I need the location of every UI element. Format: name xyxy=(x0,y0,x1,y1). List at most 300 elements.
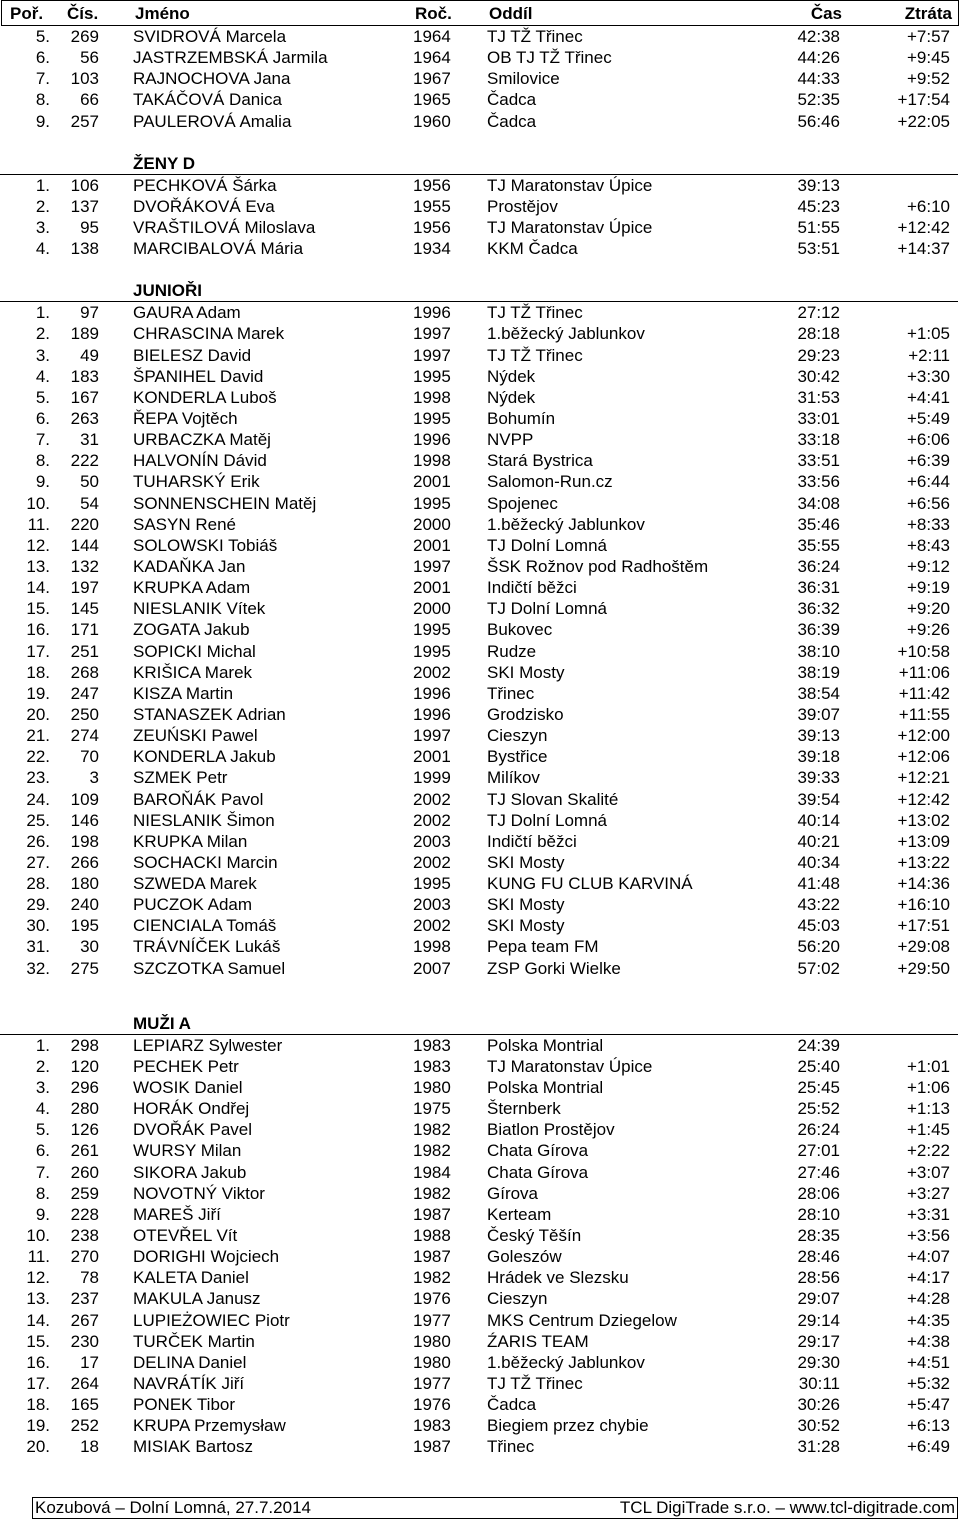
cell-place: 19. xyxy=(26,1416,50,1436)
cell-time: 29:23 xyxy=(797,345,840,365)
cell-place: 5. xyxy=(35,387,50,407)
cell-time: 25:40 xyxy=(797,1056,840,1076)
header-loss: Ztráta xyxy=(904,4,952,23)
cell-loss: +4:17 xyxy=(906,1268,950,1288)
cell-time: 29:07 xyxy=(797,1289,840,1309)
table-row xyxy=(0,831,960,852)
cell-bib: 259 xyxy=(70,1183,99,1203)
table-row xyxy=(0,936,960,957)
cell-loss: +16:10 xyxy=(897,895,950,915)
cell-year: 1982 xyxy=(413,1183,451,1203)
cell-club: 1.běžecký Jablunkov xyxy=(487,324,645,344)
cell-club: Český Těšín xyxy=(487,1226,582,1246)
cell-name: DELINA Daniel xyxy=(133,1352,247,1372)
cell-time: 44:26 xyxy=(797,48,840,68)
cell-club: Třinec xyxy=(487,1437,535,1457)
cell-loss: +14:36 xyxy=(897,874,950,894)
cell-name: PONEK Tibor xyxy=(133,1395,236,1415)
cell-year: 1995 xyxy=(413,493,451,513)
cell-time: 38:19 xyxy=(797,662,840,682)
cell-time: 28:06 xyxy=(797,1183,840,1203)
section-title-text: ŽENY D xyxy=(133,153,196,173)
cell-time: 35:55 xyxy=(797,535,840,555)
table-row xyxy=(0,1077,960,1098)
table-row xyxy=(0,429,960,450)
cell-loss: +3:27 xyxy=(906,1183,950,1203)
cell-bib: 280 xyxy=(70,1099,99,1119)
cell-loss: +1:45 xyxy=(906,1120,950,1140)
cell-loss: +6:49 xyxy=(906,1437,950,1457)
cell-club: Biatlon Prostějov xyxy=(487,1120,615,1140)
cell-club: Hrádek ve Slezsku xyxy=(487,1268,629,1288)
table-row xyxy=(0,1183,960,1204)
table-row xyxy=(0,1394,960,1415)
table-row xyxy=(0,810,960,831)
cell-time: 35:46 xyxy=(797,514,840,534)
cell-year: 1995 xyxy=(413,874,451,894)
table-row xyxy=(0,556,960,577)
cell-name: JASTRZEMBSKÁ Jarmila xyxy=(133,48,328,68)
table-row xyxy=(0,323,960,344)
cell-bib: 261 xyxy=(70,1141,99,1161)
cell-loss: +12:42 xyxy=(897,217,950,237)
cell-loss: +13:22 xyxy=(897,852,950,872)
cell-year: 1983 xyxy=(413,1416,451,1436)
cell-name: TUHARSKÝ Erik xyxy=(133,472,260,492)
footer-event: Kozubová – Dolní Lomná, 27.7.2014 xyxy=(35,1498,311,1517)
table-row xyxy=(0,217,960,238)
table-row xyxy=(0,704,960,725)
cell-name: CHRASCINA Marek xyxy=(133,324,285,344)
section-title-text: JUNIOŘI xyxy=(133,281,202,301)
cell-place: 6. xyxy=(35,1141,50,1161)
cell-place: 27. xyxy=(26,852,50,872)
cell-loss: +17:54 xyxy=(897,90,950,110)
cell-place: 17. xyxy=(26,1374,50,1394)
cell-year: 1997 xyxy=(413,556,451,576)
cell-place: 28. xyxy=(26,874,50,894)
cell-name: KRUPKA Adam xyxy=(133,578,251,598)
cell-name: SOPICKI Michal xyxy=(133,641,256,661)
cell-club: TJ Dolní Lomná xyxy=(487,810,607,830)
cell-year: 2002 xyxy=(413,852,451,872)
cell-club: NVPP xyxy=(487,430,534,450)
cell-year: 2001 xyxy=(413,535,451,555)
table-row xyxy=(0,577,960,598)
cell-loss: +9:12 xyxy=(906,556,950,576)
cell-year: 1987 xyxy=(413,1247,451,1267)
cell-bib: 30 xyxy=(80,937,99,957)
cell-loss: +9:20 xyxy=(906,599,950,619)
cell-time: 43:22 xyxy=(797,895,840,915)
cell-loss: +7:57 xyxy=(906,27,950,46)
cell-club: KKM Čadca xyxy=(487,239,578,259)
cell-place: 22. xyxy=(26,747,50,767)
cell-club: TJ TŽ Třinec xyxy=(487,27,583,46)
cell-bib: 180 xyxy=(70,874,99,894)
header-year: Roč. xyxy=(415,4,452,23)
cell-name: HORÁK Ondřej xyxy=(133,1099,250,1119)
cell-place: 4. xyxy=(35,239,50,259)
cell-place: 30. xyxy=(26,916,50,936)
cell-year: 2002 xyxy=(413,789,451,809)
cell-club: Prostějov xyxy=(487,196,558,216)
table-row xyxy=(0,68,960,89)
table-row xyxy=(0,493,960,514)
cell-time: 56:46 xyxy=(797,111,840,131)
cell-club: Indičtí běžci xyxy=(487,578,577,598)
cell-name: NOVOTNÝ Viktor xyxy=(133,1183,265,1203)
cell-club: TJ Maratonstav Úpice xyxy=(487,217,653,237)
cell-place: 11. xyxy=(27,1247,50,1267)
cell-loss: +10:58 xyxy=(897,641,950,661)
cell-place: 3. xyxy=(35,1078,50,1098)
cell-bib: 195 xyxy=(70,916,99,936)
cell-name: SZMEK Petr xyxy=(133,768,228,788)
cell-year: 1980 xyxy=(413,1352,451,1372)
cell-time: 31:28 xyxy=(797,1437,840,1457)
cell-year: 1996 xyxy=(413,704,451,724)
cell-bib: 17 xyxy=(80,1352,99,1372)
cell-time: 39:33 xyxy=(797,768,840,788)
cell-place: 8. xyxy=(35,451,50,471)
table-row xyxy=(0,894,960,915)
table-row xyxy=(0,1288,960,1309)
cell-time: 52:35 xyxy=(797,90,840,110)
cell-year: 2000 xyxy=(413,599,451,619)
cell-loss: +4:35 xyxy=(906,1310,950,1330)
cell-place: 18. xyxy=(26,1395,50,1415)
cell-name: TAKÁČOVÁ Danica xyxy=(133,90,282,110)
cell-place: 18. xyxy=(26,662,50,682)
cell-loss: +4:51 xyxy=(906,1352,950,1372)
cell-club: Spojenec xyxy=(487,493,558,513)
section-title xyxy=(0,153,960,175)
cell-time: 26:24 xyxy=(797,1120,840,1140)
cell-club: Cieszyn xyxy=(487,1289,548,1309)
cell-bib: 66 xyxy=(80,90,99,110)
cell-time: 36:32 xyxy=(797,599,840,619)
cell-time: 30:26 xyxy=(797,1395,840,1415)
cell-name: SOLOWSKI Tobiáš xyxy=(133,535,278,555)
cell-club: Gírova xyxy=(487,1183,539,1203)
cell-loss: +5:32 xyxy=(906,1374,950,1394)
cell-bib: 138 xyxy=(70,239,99,259)
cell-name: MISIAK Bartosz xyxy=(133,1437,253,1457)
cell-year: 1982 xyxy=(413,1268,451,1288)
cell-loss: +4:28 xyxy=(906,1289,950,1309)
table-row xyxy=(0,387,960,408)
cell-loss: +1:06 xyxy=(906,1078,950,1098)
cell-bib: 260 xyxy=(70,1162,99,1182)
cell-name: MAKULA Janusz xyxy=(133,1289,261,1309)
header-club: Oddíl xyxy=(489,4,533,23)
cell-place: 13. xyxy=(26,556,50,576)
cell-name: OTEVŘEL Vít xyxy=(133,1226,238,1246)
cell-place: 7. xyxy=(35,69,50,89)
cell-club: TJ Dolní Lomná xyxy=(487,535,607,555)
cell-name: VRAŠTILOVÁ Miloslava xyxy=(133,217,316,237)
cell-name: BIELESZ David xyxy=(133,345,252,365)
cell-time: 56:20 xyxy=(797,937,840,957)
cell-year: 2001 xyxy=(413,472,451,492)
cell-bib: 274 xyxy=(70,726,99,746)
cell-loss: +12:06 xyxy=(897,747,950,767)
header-place: Poř. xyxy=(10,4,44,23)
header-time: Čas xyxy=(810,4,842,23)
table-row xyxy=(0,662,960,683)
cell-year: 1987 xyxy=(413,1437,451,1457)
cell-place: 1. xyxy=(35,175,50,195)
cell-time: 27:46 xyxy=(797,1162,840,1182)
cell-club: 1.běžecký Jablunkov xyxy=(487,514,645,534)
cell-year: 1997 xyxy=(413,726,451,746)
cell-place: 15. xyxy=(26,1331,50,1351)
cell-year: 1982 xyxy=(413,1120,451,1140)
cell-place: 5. xyxy=(35,27,50,46)
cell-name: PAULEROVÁ Amalia xyxy=(133,111,292,131)
cell-time: 39:13 xyxy=(797,175,840,195)
cell-year: 1955 xyxy=(413,196,451,216)
cell-club: Třinec xyxy=(487,683,535,703)
cell-year: 1976 xyxy=(413,1289,451,1309)
table-row xyxy=(0,619,960,640)
cell-club: Nýdek xyxy=(487,387,536,407)
cell-bib: 250 xyxy=(70,704,99,724)
cell-place: 32. xyxy=(26,958,50,978)
cell-club: MKS Centrum Dziegelow xyxy=(487,1310,677,1330)
cell-name: LEPIARZ Sylwester xyxy=(133,1035,283,1055)
cell-year: 1967 xyxy=(413,69,451,89)
cell-year: 1996 xyxy=(413,683,451,703)
cell-year: 1964 xyxy=(413,27,451,46)
cell-place: 25. xyxy=(26,810,50,830)
table-row xyxy=(0,598,960,619)
cell-loss: +3:56 xyxy=(906,1226,950,1246)
cell-place: 10. xyxy=(26,493,50,513)
cell-year: 2007 xyxy=(413,958,451,978)
cell-name: ŠPANIHEL David xyxy=(133,366,264,386)
cell-year: 1995 xyxy=(413,641,451,661)
cell-loss: +11:55 xyxy=(898,704,950,724)
cell-loss: +6:13 xyxy=(906,1416,950,1436)
cell-loss: +12:42 xyxy=(897,789,950,809)
cell-time: 33:01 xyxy=(797,408,840,428)
cell-club: Polska Montrial xyxy=(487,1078,604,1098)
table-row xyxy=(0,789,960,810)
cell-name: KRIŠICA Marek xyxy=(133,662,253,682)
cell-name: BAROŇÁK Pavol xyxy=(133,789,264,809)
cell-time: 27:12 xyxy=(797,303,840,323)
cell-place: 7. xyxy=(35,430,50,450)
cell-year: 1998 xyxy=(413,937,451,957)
cell-name: NIESLANIK Šimon xyxy=(133,810,275,830)
cell-year: 1956 xyxy=(413,217,451,237)
table-row xyxy=(0,514,960,535)
cell-club: ŹARIS TEAM xyxy=(487,1331,589,1351)
cell-bib: 198 xyxy=(70,831,99,851)
cell-place: 19. xyxy=(26,683,50,703)
cell-loss: +8:43 xyxy=(906,535,950,555)
cell-time: 30:11 xyxy=(798,1374,840,1394)
cell-club: TJ TŽ Třinec xyxy=(487,1374,583,1394)
cell-place: 16. xyxy=(26,1352,50,1372)
cell-year: 2002 xyxy=(413,662,451,682)
cell-loss: +11:06 xyxy=(898,662,950,682)
cell-year: 1982 xyxy=(413,1141,451,1161)
cell-time: 45:23 xyxy=(797,196,840,216)
cell-time: 27:01 xyxy=(797,1141,840,1161)
cell-year: 1996 xyxy=(413,303,451,323)
cell-bib: 296 xyxy=(70,1078,99,1098)
cell-name: MAREŠ Jiří xyxy=(133,1204,221,1224)
table-row xyxy=(0,1225,960,1246)
cell-bib: 132 xyxy=(70,556,99,576)
table-row xyxy=(0,1352,960,1373)
cell-time: 53:51 xyxy=(797,239,840,259)
cell-bib: 31 xyxy=(80,430,99,450)
cell-name: WURSY Milan xyxy=(133,1141,242,1161)
table-row xyxy=(0,852,960,873)
cell-time: 33:51 xyxy=(797,451,840,471)
header-bib: Čís. xyxy=(67,4,99,23)
cell-bib: 264 xyxy=(70,1374,99,1394)
cell-name: KRUPA Przemysław xyxy=(133,1416,286,1436)
cell-bib: 70 xyxy=(80,747,99,767)
table-row xyxy=(0,345,960,366)
cell-bib: 251 xyxy=(70,641,99,661)
cell-loss: +5:49 xyxy=(906,408,950,428)
cell-bib: 95 xyxy=(80,217,99,237)
table-row xyxy=(0,1331,960,1352)
cell-bib: 120 xyxy=(70,1056,99,1076)
table-row xyxy=(0,1246,960,1267)
cell-bib: 3 xyxy=(89,768,99,788)
table-row xyxy=(0,408,960,429)
cell-name: GAURA Adam xyxy=(133,303,241,323)
cell-place: 9. xyxy=(35,1204,50,1224)
cell-loss: +4:41 xyxy=(906,387,950,407)
cell-place: 4. xyxy=(35,1099,50,1119)
cell-name: ZEUŃSKI Pawel xyxy=(133,726,258,746)
cell-club: TJ Maratonstav Úpice xyxy=(487,1056,653,1076)
cell-club: SKI Mosty xyxy=(487,895,565,915)
table-row xyxy=(0,1204,960,1225)
cell-bib: 103 xyxy=(70,69,99,89)
cell-loss: +6:39 xyxy=(906,451,950,471)
page-footer xyxy=(32,1497,958,1519)
header-name: Jméno xyxy=(135,4,190,23)
cell-club: SKI Mosty xyxy=(487,662,565,682)
cell-club: Goleszów xyxy=(487,1247,562,1267)
cell-year: 1934 xyxy=(413,239,451,259)
cell-place: 9. xyxy=(35,472,50,492)
cell-club: Šternberk xyxy=(487,1099,561,1119)
cell-year: 1996 xyxy=(413,430,451,450)
cell-loss: +4:38 xyxy=(906,1331,950,1351)
cell-bib: 252 xyxy=(70,1416,99,1436)
cell-year: 1960 xyxy=(413,111,451,131)
cell-time: 39:54 xyxy=(797,789,840,809)
cell-name: KISZA Martin xyxy=(133,683,234,703)
cell-place: 9. xyxy=(35,111,50,131)
table-row xyxy=(0,1267,960,1288)
cell-loss: +1:01 xyxy=(906,1056,950,1076)
cell-bib: 275 xyxy=(70,958,99,978)
cell-bib: 18 xyxy=(80,1437,99,1457)
table-row xyxy=(0,450,960,471)
table-row xyxy=(0,641,960,662)
cell-place: 3. xyxy=(35,217,50,237)
cell-place: 11. xyxy=(27,514,50,534)
cell-name: LUPIEŻOWIEC Piotr xyxy=(133,1310,290,1330)
cell-time: 44:33 xyxy=(797,69,840,89)
cell-time: 28:18 xyxy=(797,324,840,344)
section-spacer xyxy=(0,979,960,1013)
cell-club: Biegiem przez chybie xyxy=(487,1416,649,1436)
cell-name: KADAŇKA Jan xyxy=(133,556,246,576)
cell-club: ZSP Gorki Wielke xyxy=(487,958,621,978)
cell-time: 57:02 xyxy=(797,958,840,978)
cell-place: 31. xyxy=(26,937,50,957)
cell-year: 1983 xyxy=(413,1035,451,1055)
cell-year: 1976 xyxy=(413,1395,451,1415)
cell-year: 1975 xyxy=(413,1099,451,1119)
cell-bib: 106 xyxy=(70,175,99,195)
cell-name: KRUPKA Milan xyxy=(133,831,248,851)
cell-loss: +9:19 xyxy=(906,578,950,598)
cell-club: Bystřice xyxy=(487,747,548,767)
cell-place: 5. xyxy=(35,1120,50,1140)
table-row xyxy=(0,767,960,788)
results-sections xyxy=(0,26,960,1458)
cell-place: 29. xyxy=(26,895,50,915)
cell-loss: +9:26 xyxy=(906,620,950,640)
cell-club: Smilovice xyxy=(487,69,560,89)
cell-loss: +1:13 xyxy=(906,1099,950,1119)
cell-time: 33:56 xyxy=(797,472,840,492)
cell-loss: +3:07 xyxy=(906,1162,950,1182)
cell-time: 51:55 xyxy=(797,217,840,237)
cell-name: SZCZOTKA Samuel xyxy=(133,958,286,978)
section-spacer xyxy=(0,259,960,280)
cell-name: STANASZEK Adrian xyxy=(133,704,286,724)
cell-time: 45:03 xyxy=(797,916,840,936)
cell-name: WOSIK Daniel xyxy=(133,1078,243,1098)
cell-time: 36:31 xyxy=(797,578,840,598)
table-row xyxy=(0,1035,960,1056)
cell-time: 33:18 xyxy=(797,430,840,450)
cell-loss: +6:56 xyxy=(906,493,950,513)
cell-place: 26. xyxy=(26,831,50,851)
cell-place: 21. xyxy=(26,726,50,746)
cell-year: 1997 xyxy=(413,324,451,344)
cell-year: 1988 xyxy=(413,1226,451,1246)
cell-club: Nýdek xyxy=(487,366,536,386)
cell-time: 39:13 xyxy=(797,726,840,746)
cell-bib: 266 xyxy=(70,852,99,872)
table-row xyxy=(0,1373,960,1394)
cell-place: 2. xyxy=(35,1056,50,1076)
table-row xyxy=(0,873,960,894)
cell-bib: 126 xyxy=(70,1120,99,1140)
cell-club: TJ Slovan Skalité xyxy=(487,789,619,809)
cell-time: 31:53 xyxy=(797,387,840,407)
cell-time: 29:17 xyxy=(797,1331,840,1351)
table-row xyxy=(0,89,960,110)
cell-bib: 267 xyxy=(70,1310,99,1330)
cell-club: Chata Gírova xyxy=(487,1141,589,1161)
